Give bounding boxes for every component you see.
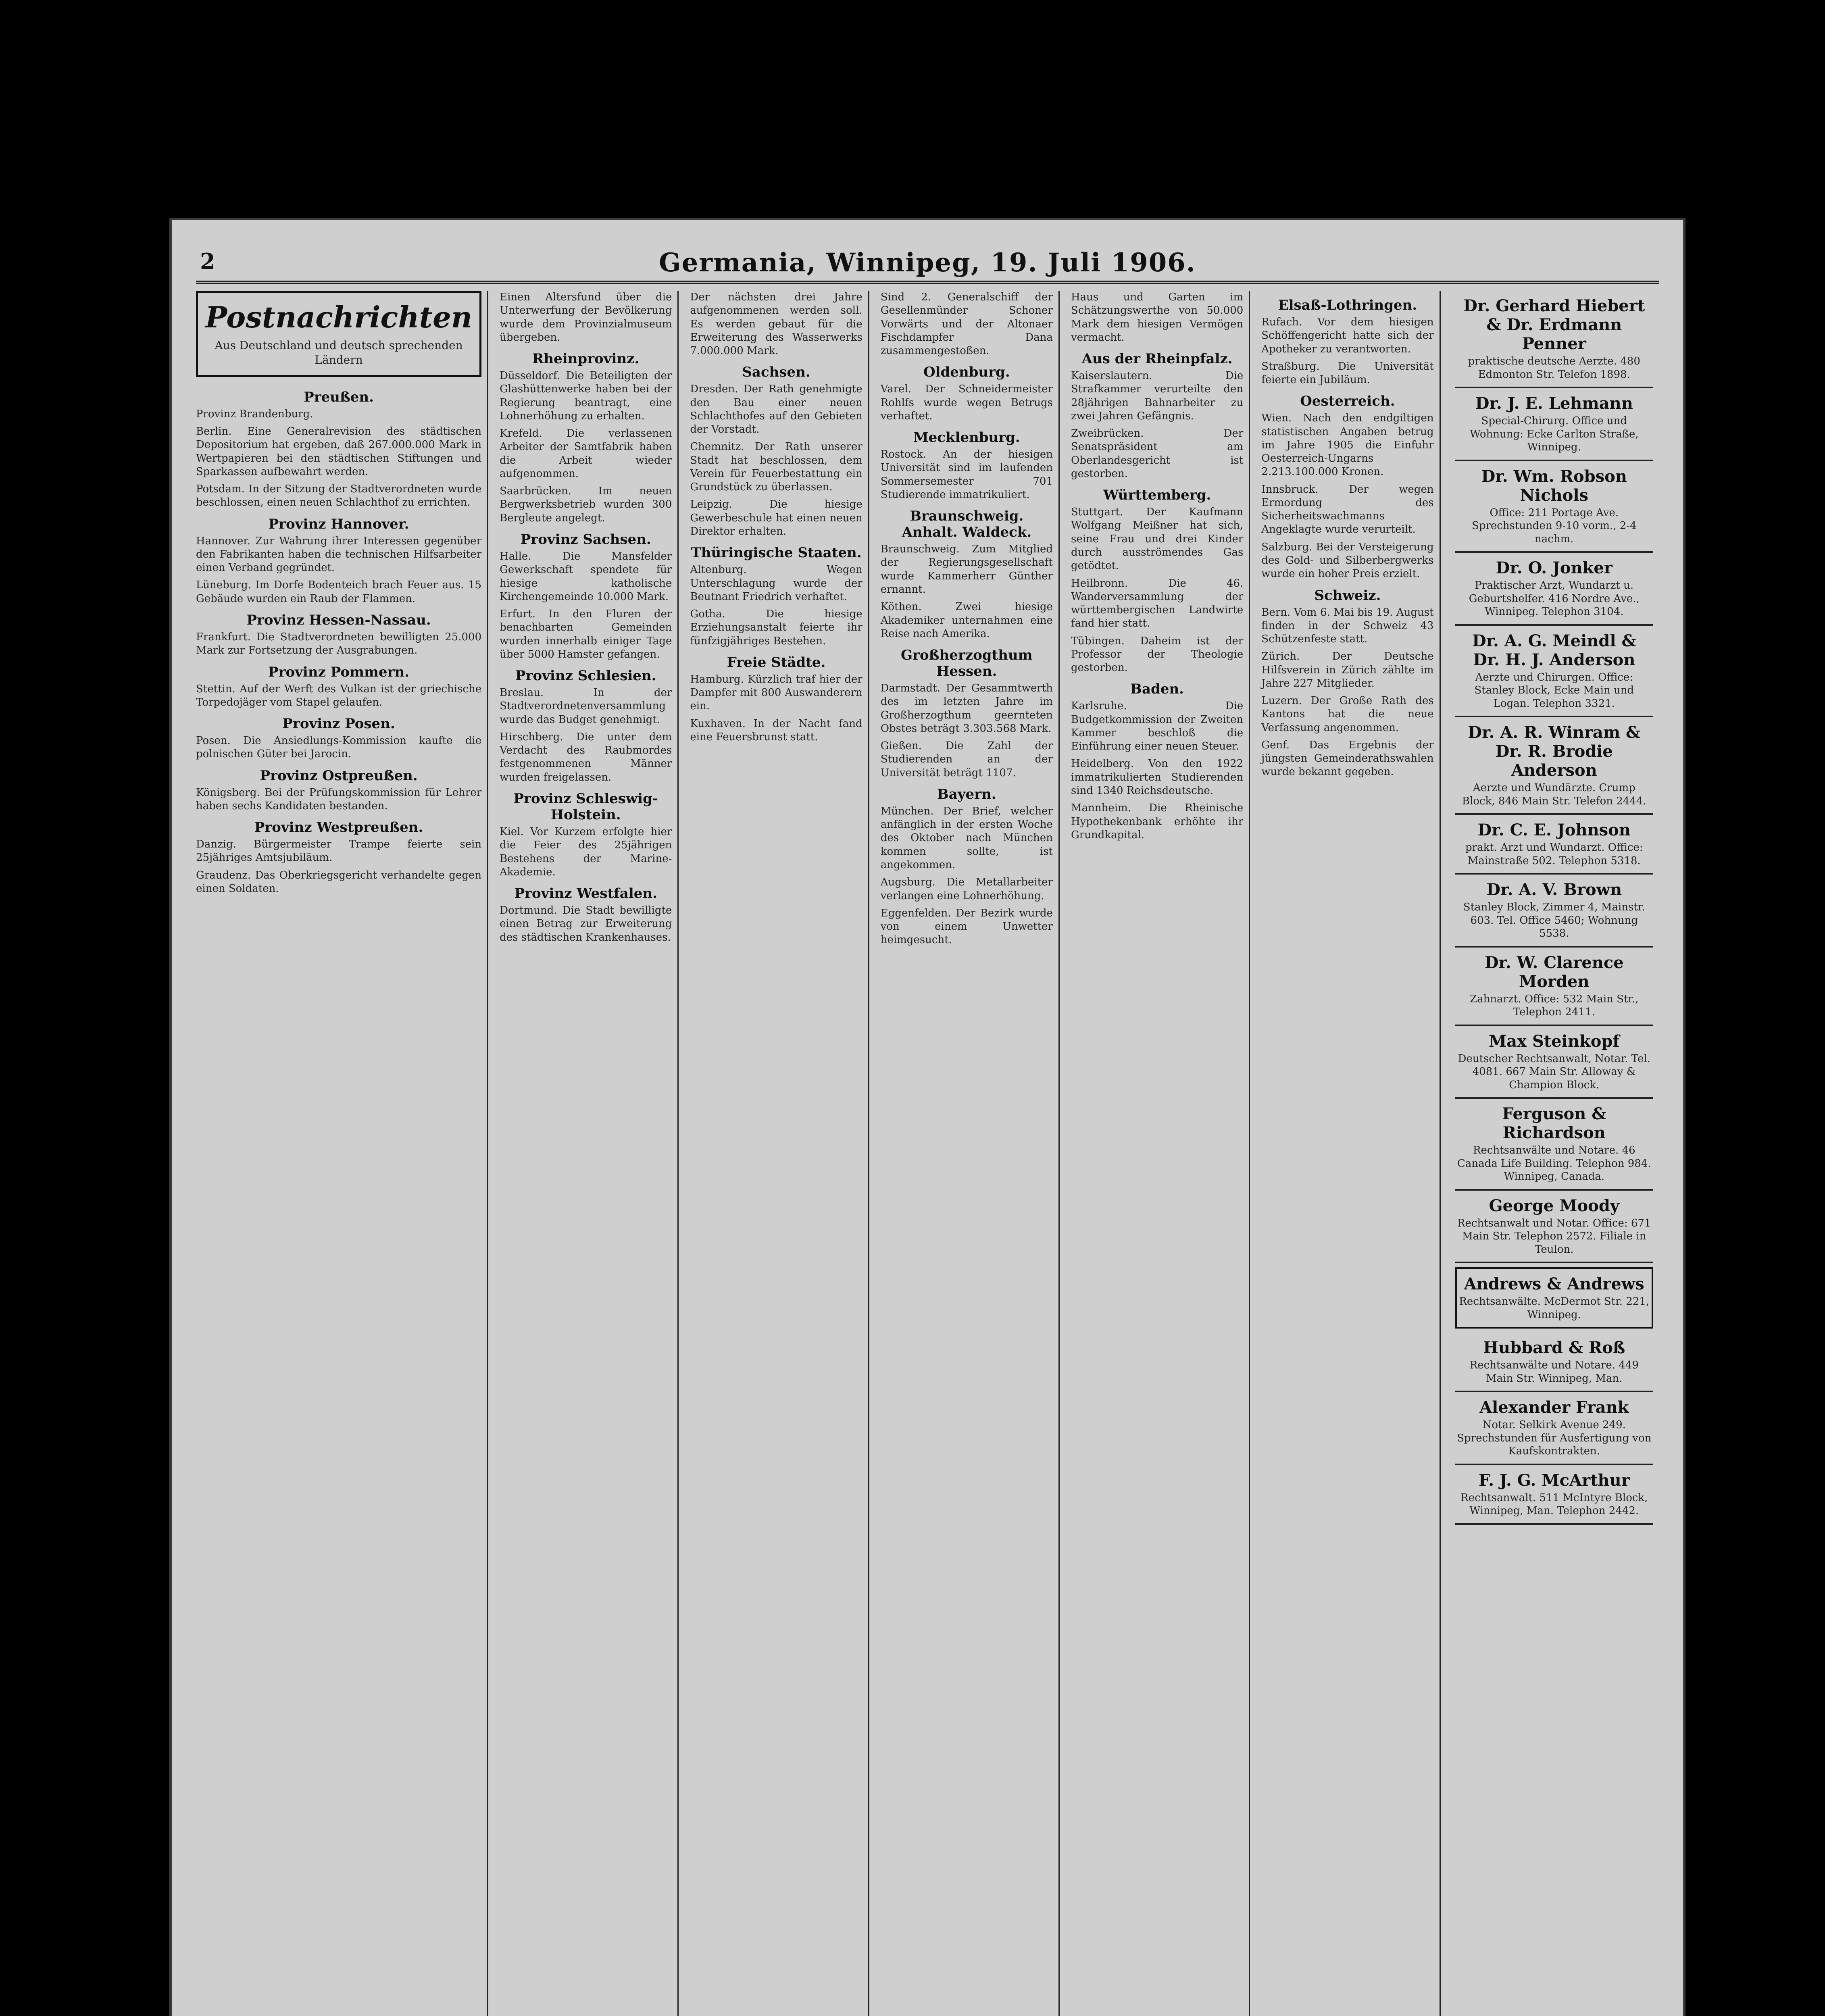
article-paragraph: Potsdam. In der Sitzung der Stadtverordneten wurde beschlossen, einen neuen Schlachthof zu errichten. xyxy=(196,483,482,509)
ad-name: Max Steinkopf xyxy=(1488,1031,1620,1051)
section-heading: Schweiz. xyxy=(1314,587,1381,604)
section-heading: Württemberg. xyxy=(1103,487,1211,504)
column-2 xyxy=(500,291,679,2016)
advertisement xyxy=(1455,1191,1653,1264)
article-paragraph: Leipzig. Die hiesige Gewerbeschule hat einen neuen Direktor erhalten. xyxy=(690,498,862,537)
section-heading: Preußen. xyxy=(304,389,374,405)
ad-name: Dr. Wm. Robson Nichols xyxy=(1481,467,1627,505)
section-heading: Provinz Schleswig-Holstein. xyxy=(513,790,658,823)
article-paragraph: Gotha. Die hiesige Erziehungsanstalt feierte ihr fünfzigjähriges Bestehen. xyxy=(690,608,862,647)
section-heading: Freie Städte. xyxy=(727,654,826,671)
section-heading: Provinz Sachsen. xyxy=(520,531,651,548)
article-paragraph: Der nächsten drei Jahre aufgenommenen werden soll. Es werden gebaut für die Erweiterung des Wasserwerks 7.000.000 Mark. xyxy=(690,291,862,357)
article-paragraph: Darmstadt. Der Gesammtwerth des im letzten Jahre im Großherzogthum geernteten Obstes beträgt 3.303.568 Mark. xyxy=(880,682,1053,735)
article-paragraph: Dortmund. Die Stadt bewilligte einen Betrag zur Erweiterung des städtischen Krankenhauses. xyxy=(500,904,672,943)
article-paragraph: Tübingen. Daheim ist der Professor der Theologie gestorben. xyxy=(1071,635,1244,674)
article-paragraph: Frankfurt. Die Stadtverordneten bewilligten 25.000 Mark zur Fortsetzung der Ausgrabungen. xyxy=(196,631,482,657)
article-paragraph: Krefeld. Die verlassenen Arbeiter der Samtfabrik haben die Arbeit wieder aufgenommen. xyxy=(500,427,672,480)
advertisement xyxy=(1455,1465,1653,1525)
article-paragraph: Halle. Die Mansfelder Gewerkschaft spendete für hiesige katholische Kirchengemeinde 10.000 Mark. xyxy=(500,550,672,603)
section-heading: Provinz Schlesien. xyxy=(515,668,656,684)
section-heading: Provinz Westfalen. xyxy=(514,885,657,902)
ad-name: Alexander Frank xyxy=(1479,1398,1629,1417)
article-paragraph: Stuttgart. Der Kaufmann Wolfgang Meißner hat sich, seine Frau und drei Kinder durch ausströmendes Gas getödtet. xyxy=(1071,506,1244,572)
article-paragraph: Kuxhaven. In der Nacht fand eine Feuersbrunst statt. xyxy=(690,717,862,743)
article-paragraph: Altenburg. Wegen Unterschlagung wurde der Beutnant Friedrich verhaftet. xyxy=(690,564,862,603)
section-heading: Thüringische Staaten. xyxy=(691,545,862,561)
ad-detail: Rechtsanwälte und Notare. 46 Canada Life Building. Telephon 984. Winnipeg, Canada. xyxy=(1457,1144,1651,1183)
article-paragraph: Danzig. Bürgermeister Trampe feierte sein 25jähriges Amtsjubiläum. xyxy=(196,838,482,864)
ad-detail: Stanley Block, Zimmer 4, Mainstr. 603. Tel. Office 5460; Wohnung 5538. xyxy=(1463,901,1645,939)
advertisement xyxy=(1455,291,1653,388)
advertisement xyxy=(1455,717,1653,815)
section-heading: Großherzogthum Hessen. xyxy=(901,647,1033,680)
ad-detail: Deutscher Rechtsanwalt, Notar. Tel. 4081. 667 Main Str. Alloway & Champion Block. xyxy=(1458,1052,1650,1091)
ad-detail: Office: 211 Portage Ave. Sprechstunden 9-10 vorm., 2-4 nachm. xyxy=(1471,506,1637,545)
advertisement xyxy=(1455,948,1653,1026)
article-paragraph: Stettin. Auf der Werft des Vulkan ist der griechische Torpedojäger vom Stapel gelaufen. xyxy=(196,683,482,708)
article-paragraph: Hamburg. Kürzlich traf hier der Dampfer mit 800 Auswanderern ein. xyxy=(690,673,862,712)
ad-detail: Aerzte und Wundärzte. Crump Block, 846 Main Str. Telefon 2444. xyxy=(1462,782,1646,807)
article-paragraph: Sind 2. Generalschiff der Gesellenmünder Schoner Vorwärts und der Altonaer Fischdampfer Dana zusammengestoßen. xyxy=(880,291,1053,357)
article-paragraph: Graudenz. Das Oberkriegsgericht verhandelte gegen einen Soldaten. xyxy=(196,869,482,895)
article-paragraph: Eggenfelden. Der Bezirk wurde von einem Unwetter heimgesucht. xyxy=(880,907,1053,946)
column-5 xyxy=(1071,291,1250,2016)
advertisement xyxy=(1455,1392,1653,1465)
ad-detail: Aerzte und Chirurgen. Office: Stanley Block, Ecke Main und Logan. Telephon 3321. xyxy=(1474,671,1634,710)
article-paragraph: Düsseldorf. Die Beteiligten der Glashüttenwerke haben bei der Regierung beantragt, eine Lohnerhöhung zu erhalten. xyxy=(500,370,672,422)
box-title: Postnachrichten xyxy=(205,300,473,334)
article-paragraph: Augsburg. Die Metallarbeiter verlangen eine Lohnerhöhung. xyxy=(880,876,1053,902)
article-paragraph: Zweibrücken. Der Senatspräsident am Oberlandesgericht ist gestorben. xyxy=(1071,427,1244,480)
section-heading: Bayern. xyxy=(937,786,996,802)
column-4 xyxy=(881,291,1060,2016)
article-paragraph: Bern. Vom 6. Mai bis 19. August finden in der Schweiz 43 Schützenfeste statt. xyxy=(1261,606,1434,646)
article-paragraph: Heilbronn. Die 46. Wanderversammlung der württembergischen Landwirte fand hier statt. xyxy=(1071,577,1244,630)
article-paragraph: Mannheim. Die Rheinische Hypothekenbank erhöhte ihr Grundkapital. xyxy=(1071,802,1244,841)
column-6 xyxy=(1261,291,1440,2016)
column-1 xyxy=(196,291,488,2016)
newspaper-page xyxy=(169,218,1685,2016)
article-paragraph: Chemnitz. Der Rath unserer Stadt hat beschlossen, dem Verein für Feuerbestattung ein Grundstück zu überlassen. xyxy=(690,441,862,494)
ad-detail: praktische deutsche Aerzte. 480 Edmonton Str. Telefon 1898. xyxy=(1468,355,1640,381)
section-heading: Oesterreich. xyxy=(1300,393,1395,410)
section-heading: Provinz Hessen-Nassau. xyxy=(246,612,431,628)
article-columns xyxy=(196,291,1659,2016)
article-paragraph: Breslau. In der Stadtverordnetenversammlung wurde das Budget genehmigt. xyxy=(500,687,672,726)
section-heading: Mecklenburg. xyxy=(913,429,1020,446)
ad-name: Andrews & Andrews xyxy=(1464,1275,1644,1293)
article-paragraph: Luzern. Der Große Rath des Kantons hat die neue Verfassung angenommen. xyxy=(1261,695,1434,734)
advertisement xyxy=(1455,1333,1653,1392)
section-heading: Aus der Rheinpfalz. xyxy=(1081,351,1233,367)
ad-detail: prakt. Arzt und Wundarzt. Office: Mainstraße 502. Telephon 5318. xyxy=(1465,841,1643,867)
ad-name: Dr. A. R. Winram & Dr. R. Brodie Anderson xyxy=(1468,723,1641,780)
section-heading: Rheinprovinz. xyxy=(532,351,640,367)
ad-name: Dr. C. E. Johnson xyxy=(1477,821,1631,839)
article-paragraph: Zürich. Der Deutsche Hilfsverein in Zürich zählte im Jahre 227 Mitglieder. xyxy=(1261,650,1434,689)
column-3 xyxy=(690,291,869,2016)
ad-detail: Rechtsanwalt und Notar. Office: 671 Main Str. Telephon 2572. Filiale in Teulon. xyxy=(1457,1217,1651,1256)
article-paragraph: Braunschweig. Zum Mitglied der Regierungsgesellschaft wurde Kammerherr Günther ernannt. xyxy=(880,543,1053,596)
article-paragraph: München. Der Brief, welcher anfänglich in der ersten Woche des Oktober nach München kommen sollte, ist angekommen. xyxy=(880,805,1053,871)
ad-name: F. J. G. McArthur xyxy=(1478,1470,1630,1490)
article-paragraph: Hannover. Zur Wahrung ihrer Interessen gegenüber den Fabrikanten haben die technischen Hilfsarbeiter einen Verband gegründet. xyxy=(196,535,482,574)
article-paragraph: Posen. Die Ansiedlungs-Kommission kaufte die polnischen Güter bei Jarocin. xyxy=(196,735,482,760)
ad-detail: Zahnarzt. Office: 532 Main Str., Telephon 2411. xyxy=(1470,993,1639,1018)
ad-detail: Special-Chirurg. Office und Wohnung: Ecke Carlton Straße, Winnipeg. xyxy=(1469,415,1639,453)
article-paragraph: Kiel. Vor Kurzem erfolgte hier die Feier des 25jährigen Bestehens der Marine-Akademie. xyxy=(500,825,672,878)
box-subtitle: Aus Deutschland und deutsch sprechenden Ländern xyxy=(215,339,463,367)
advertisement xyxy=(1455,875,1653,948)
advertisement xyxy=(1455,553,1653,626)
masthead: Germania, Winnipeg, 19. Juli 1906. xyxy=(658,247,1196,278)
ad-name: George Moody xyxy=(1489,1196,1620,1215)
ad-detail: Rechtsanwälte. McDermot Str. 221, Winnipeg. xyxy=(1459,1295,1650,1321)
section-heading: Elsaß-Lothringen. xyxy=(1278,297,1417,313)
article-paragraph: Innsbruck. Der wegen Ermordung des Sicherheitswachmanns Angeklagte wurde verurteilt. xyxy=(1261,483,1434,536)
article-paragraph: Heidelberg. Von den 1922 immatrikulierten Studierenden sind 1340 Reichsdeutsche. xyxy=(1071,758,1244,797)
advertisement xyxy=(1455,1267,1653,1329)
article-paragraph: Karlsruhe. Die Budgetkommission der Zweiten Kammer beschloß die Einführung einer neuen Steuer. xyxy=(1071,700,1244,753)
ad-name: Dr. O. Jonker xyxy=(1496,558,1612,577)
ad-detail: Notar. Selkirk Avenue 249. Sprechstunden für Ausfertigung von Kaufskontrakten. xyxy=(1457,1419,1652,1457)
advertisement xyxy=(1455,1099,1653,1191)
ad-detail: Praktischer Arzt, Wundarzt u. Geburtshelfer. 416 Nordre Ave., Winnipeg. Telephon 3104. xyxy=(1469,579,1640,618)
article-paragraph: Einen Altersfund über die Unterwerfung der Bevölkerung wurde dem Provinzialmuseum übergeben. xyxy=(500,291,672,344)
ad-name: Dr. A. V. Brown xyxy=(1486,880,1622,899)
article-paragraph: Lüneburg. Im Dorfe Bodenteich brach Feuer aus. 15 Gebäude wurden ein Raub der Flammen. xyxy=(196,579,482,605)
article-paragraph: Kaiserslautern. Die Strafkammer verurteilte den 28jährigen Bahnarbeiter zu zwei Jahren Gefängnis. xyxy=(1071,370,1244,422)
ad-name: Dr. J. E. Lehmann xyxy=(1475,394,1633,413)
article-paragraph: Varel. Der Schneidermeister Rohlfs wurde wegen Betrugs verhaftet. xyxy=(880,383,1053,422)
advertisement xyxy=(1455,388,1653,461)
article-paragraph: Königsberg. Bei der Prüfungskommission für Lehrer haben sechs Kandidaten bestanden. xyxy=(196,786,482,812)
article-paragraph: Provinz Brandenburg. xyxy=(196,408,313,420)
ad-name: Dr. A. G. Meindl & Dr. H. J. Anderson xyxy=(1472,631,1636,669)
article-paragraph: Rufach. Vor dem hiesigen Schöffengericht hatte sich der Apotheker zu verantworten. xyxy=(1261,316,1434,355)
article-paragraph: Dresden. Der Rath genehmigte den Bau einer neuen Schlachthofes auf den Gebieten der Vorstadt. xyxy=(690,383,862,436)
article-paragraph: Haus und Garten im Schätzungswerthe von 50.000 Mark dem hiesigen Vermögen vermacht. xyxy=(1071,291,1244,344)
article-paragraph: Berlin. Eine Generalrevision des städtischen Depositorium hat ergeben, daß 267.000.000 Mark in Wertpapieren bei den städtischen Stiftungen und Sparkassen aufbewahrt werden. xyxy=(196,425,482,478)
article-paragraph: Erfurt. In den Fluren der benachbarten Gemeinden wurden innerhalb einiger Tage über 5000 Hamster gefangen. xyxy=(500,608,672,660)
article-paragraph: Saarbrücken. Im neuen Bergwerksbetrieb wurden 300 Bergleute angelegt. xyxy=(500,485,672,524)
section-heading: Provinz Hannover. xyxy=(268,516,409,532)
advertisement xyxy=(1455,815,1653,875)
advertisement xyxy=(1455,461,1653,553)
article-paragraph: Wien. Nach den endgiltigen statistischen Angaben betrug im Jahre 1905 die Einfuhr Oesterreich-Ungarns 2.213.100.000 Kronen. xyxy=(1261,412,1434,478)
ad-name: Hubbard & Roß xyxy=(1483,1338,1625,1357)
advertisement-column xyxy=(1452,291,1659,2016)
section-heading: Baden. xyxy=(1130,681,1184,698)
ad-detail: Rechtsanwälte und Notare. 449 Main Str. Winnipeg, Man. xyxy=(1469,1359,1639,1385)
section-heading: Braunschweig. Anhalt. Waldeck. xyxy=(902,508,1032,541)
page-header xyxy=(196,244,1659,284)
ad-name: Dr. W. Clarence Morden xyxy=(1484,953,1624,991)
article-paragraph: Gießen. Die Zahl der Studierenden an der Universität beträgt 1107. xyxy=(880,740,1053,779)
article-paragraph: Köthen. Zwei hiesige Akademiker unternahmen eine Reise nach Amerika. xyxy=(880,601,1053,640)
article-paragraph: Rostock. An der hiesigen Universität sind im laufenden Sommersemester 701 Studierende immatrikuliert. xyxy=(880,448,1053,501)
article-paragraph: Genf. Das Ergebnis der jüngsten Gemeinderathswahlen wurde bekannt gegeben. xyxy=(1261,739,1434,778)
section-heading: Provinz Posen. xyxy=(282,716,395,732)
article-paragraph: Hirschberg. Die unter dem Verdacht des Raubmordes festgenommenen Männer wurden freigelassen. xyxy=(500,731,672,783)
page-number: 2 xyxy=(200,248,215,274)
ad-detail: Rechtsanwalt. 511 McIntyre Block, Winnipeg, Man. Telephon 2442. xyxy=(1460,1491,1648,1517)
section-heading: Provinz Ostpreußen. xyxy=(260,767,418,784)
advertisement xyxy=(1455,1026,1653,1099)
article-paragraph: Straßburg. Die Universität feierte ein Jubiläum. xyxy=(1261,360,1434,386)
advertisement xyxy=(1455,626,1653,718)
ad-name: Dr. Gerhard Hiebert & Dr. Erdmann Penner xyxy=(1463,296,1645,353)
section-heading: Oldenburg. xyxy=(923,364,1010,381)
article-paragraph: Salzburg. Bei der Versteigerung des Gold- und Silberbergwerks wurde ein hoher Preis erzielt. xyxy=(1261,541,1434,580)
postnachrichten-box xyxy=(196,291,481,377)
section-heading: Provinz Westpreußen. xyxy=(254,819,423,836)
section-heading: Provinz Pommern. xyxy=(268,664,410,680)
ad-name: Ferguson & Richardson xyxy=(1502,1104,1606,1142)
section-heading: Sachsen. xyxy=(742,364,810,381)
